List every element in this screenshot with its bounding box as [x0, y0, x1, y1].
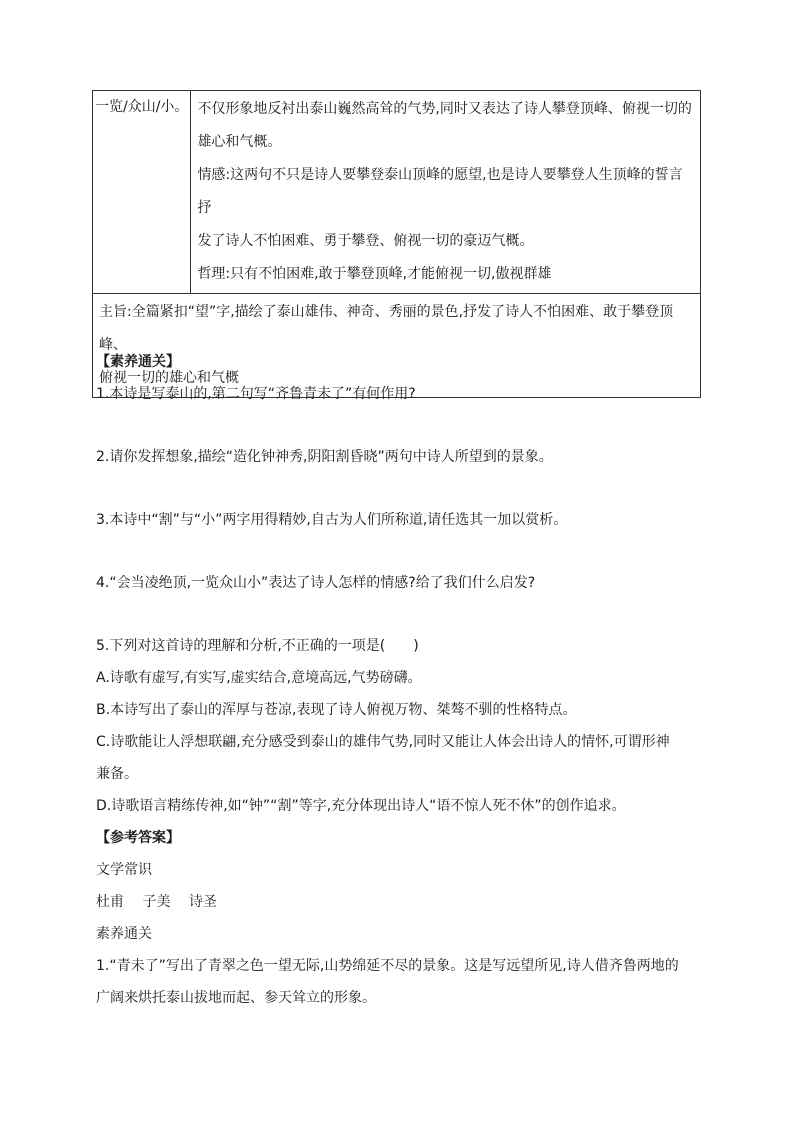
option-c-cont: 兼备。: [96, 766, 138, 782]
option-b: B.本诗写出了泰山的浑厚与苍凉,表现了诗人俯视万物、桀骜不驯的性格特点。: [96, 702, 577, 718]
analysis-line: 不仅形象地反衬出泰山巍然高耸的气势,同时又表达了诗人攀登顶峰、俯视一切的: [197, 101, 692, 117]
answers-heading: 【参考答案】: [96, 830, 180, 846]
option-d: D.诗歌语言精练传神,如“钟”“割”等字,充分体现出诗人“语不惊人死不休”的创作追求。: [96, 798, 626, 814]
answer-title: 诗圣: [188, 894, 217, 910]
question-section: [96, 346, 706, 1014]
emotion-line: 情感:这两句不只是诗人要攀登泰山顶峰的愿望,也是诗人要攀登人生顶峰的誓言抒: [197, 167, 683, 216]
answer-1-line: 1.“青未了”写出了青翠之色一望无际,山势绵延不尽的景象。这是写远望所见,诗人借齐鲁两地的: [96, 958, 679, 974]
answer-space: [96, 536, 706, 567]
answer-space: [96, 410, 706, 441]
literary-knowledge-label: 文学常识: [96, 862, 152, 878]
theme-line: 俯视一切的雄心和气概: [99, 370, 239, 386]
verse-cell: 一览/众山/小。: [93, 91, 191, 294]
practice-heading: 【素养通关】: [96, 354, 180, 370]
answer-1-line: 广阔来烘托泰山拔地而起、参天耸立的形象。: [96, 990, 376, 1006]
philosophy-line: 哲理:只有不怕困难,敢于攀登顶峰,才能俯视一切,傲视群雄: [197, 266, 552, 282]
option-a: A.诗歌有虚写,有实写,虚实结合,意境高远,气势磅礴。: [96, 670, 422, 686]
answer-space: [96, 473, 706, 504]
question-4: 4.“会当凌绝顶,一览众山小”表达了诗人怎样的情感?给了我们什么启发?: [96, 575, 536, 591]
answer-space: [96, 599, 706, 630]
question-3: 3.本诗中“割”与“小”两字用得精妙,自古为人们所称道,请任选其一加以赏析。: [96, 512, 568, 528]
table-row: [93, 91, 701, 294]
answer-author: 杜甫: [96, 894, 124, 910]
option-c: C.诗歌能让人浮想联翩,充分感受到泰山的雄伟气势,同时又能让人体会出诗人的情怀,可谓形神: [96, 734, 670, 750]
question-2: 2.请你发挥想象,描绘“造化钟神秀,阴阳割昏晓”两句中诗人所望到的景象。: [96, 449, 553, 465]
theme-line: 主旨:全篇紧扣“望”字,描绘了泰山雄伟、神奇、秀丽的景色,抒发了诗人不怕困难、敢于攀登顶峰、: [99, 304, 674, 353]
analysis-line: 雄心和气概。: [197, 134, 282, 150]
emotion-line: 发了诗人不怕困难、勇于攀登、俯视一切的豪迈气概。: [197, 233, 534, 249]
practice-answers-label: 素养通关: [96, 926, 152, 942]
question-5: 5.下列对这首诗的理解和分析,不正确的一项是( ): [96, 638, 419, 654]
literary-knowledge-answers: [96, 886, 706, 918]
analysis-cell: [191, 91, 701, 294]
question-1: 1.本诗是写泰山的,第二句写“齐鲁青未了”有何作用?: [96, 386, 416, 402]
answer-courtesy-name: 子美: [142, 894, 171, 910]
